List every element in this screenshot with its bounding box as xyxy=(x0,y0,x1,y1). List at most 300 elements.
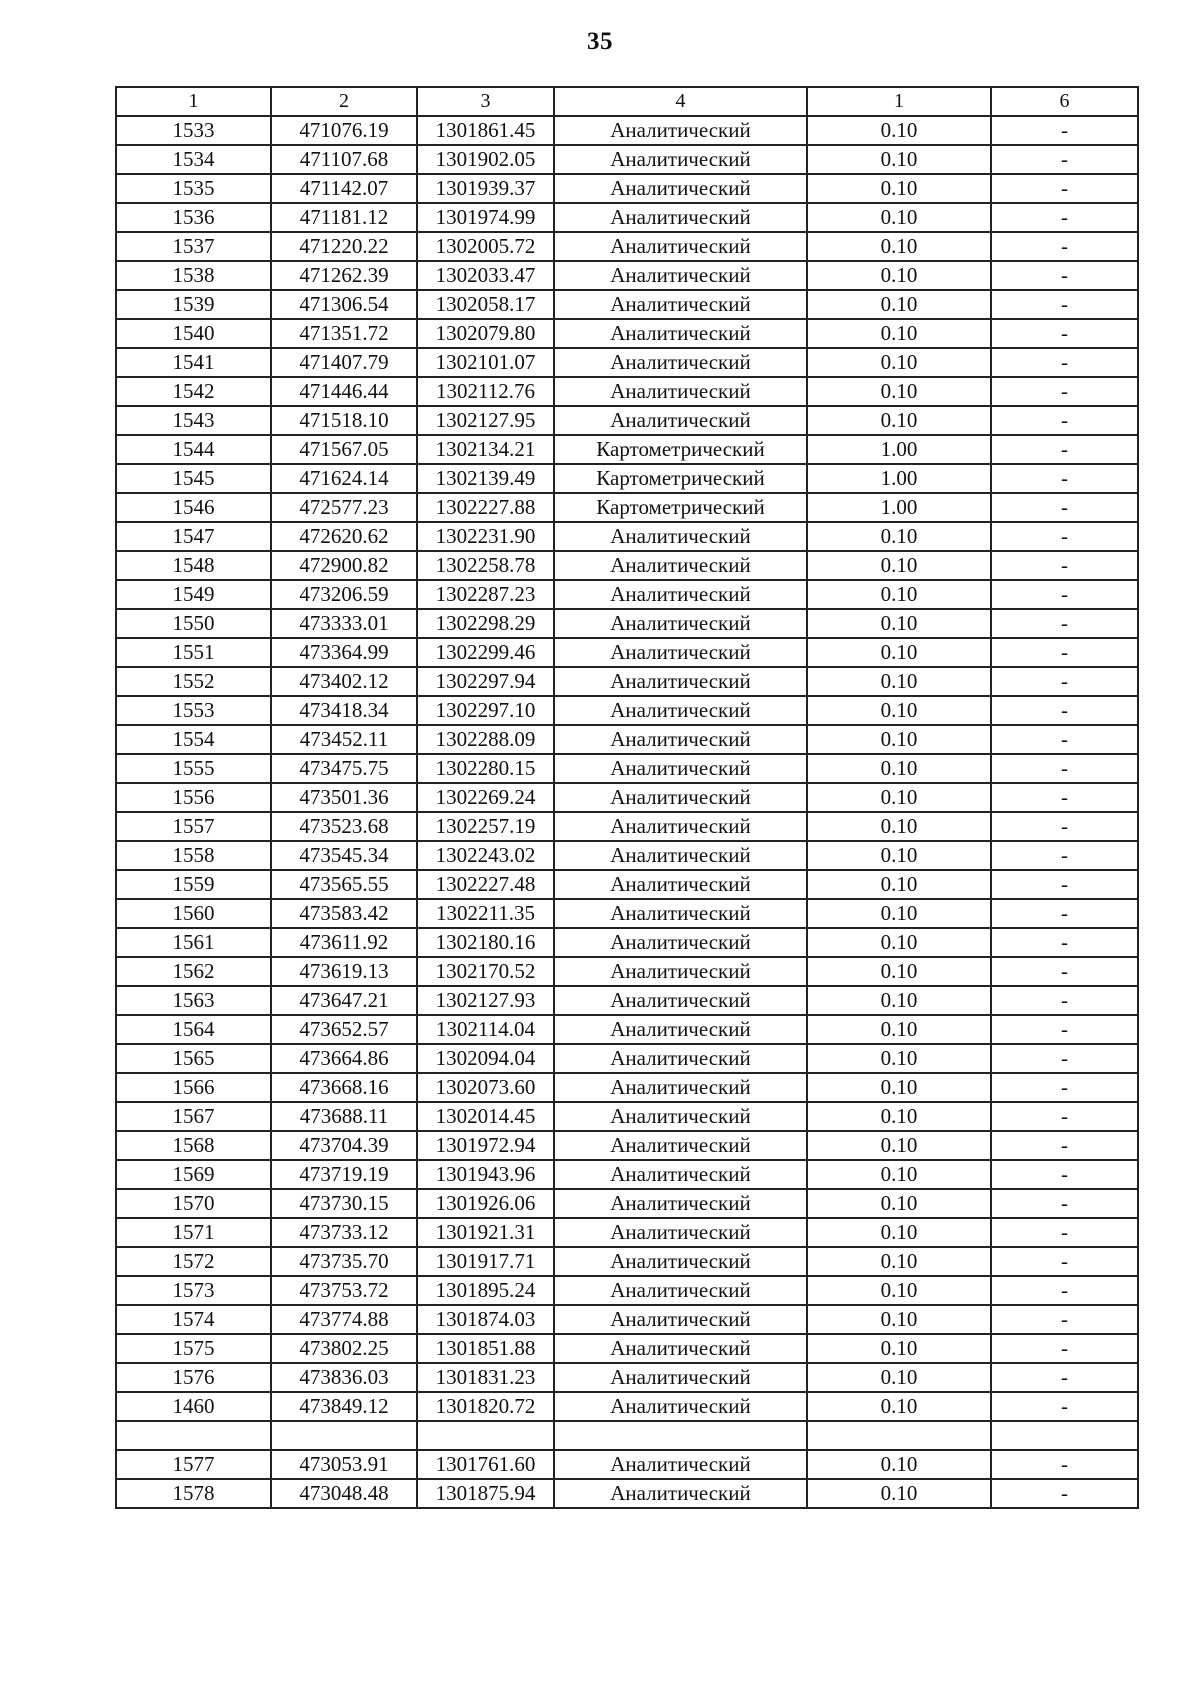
accuracy-cell: 0.10 xyxy=(807,841,991,870)
table-row xyxy=(116,667,1138,696)
point-number-cell: 1537 xyxy=(116,232,271,261)
accuracy-cell: 0.10 xyxy=(807,899,991,928)
accuracy-cell: 0.10 xyxy=(807,609,991,638)
method-cell: Аналитический xyxy=(554,290,807,319)
method-cell: Аналитический xyxy=(554,174,807,203)
table-row xyxy=(116,1073,1138,1102)
accuracy-cell: 0.10 xyxy=(807,1247,991,1276)
x-coordinate-cell: 473402.12 xyxy=(271,667,417,696)
point-number-cell: 1560 xyxy=(116,899,271,928)
y-coordinate-cell: 1301895.24 xyxy=(417,1276,554,1305)
x-coordinate-cell: 473583.42 xyxy=(271,899,417,928)
table-row xyxy=(116,1305,1138,1334)
point-number-cell: 1559 xyxy=(116,870,271,899)
x-coordinate-cell: 472620.62 xyxy=(271,522,417,551)
method-cell: Аналитический xyxy=(554,696,807,725)
x-coordinate-cell: 473565.55 xyxy=(271,870,417,899)
header-cell: 1 xyxy=(807,87,991,116)
note-cell: - xyxy=(991,1247,1138,1276)
accuracy-cell: 0.10 xyxy=(807,551,991,580)
table-row xyxy=(116,348,1138,377)
table-row xyxy=(116,464,1138,493)
point-number-cell: 1536 xyxy=(116,203,271,232)
y-coordinate-cell: 1302298.29 xyxy=(417,609,554,638)
table-row xyxy=(116,1363,1138,1392)
x-coordinate-cell: 473849.12 xyxy=(271,1392,417,1421)
x-coordinate-cell: 473735.70 xyxy=(271,1247,417,1276)
note-cell: - xyxy=(991,638,1138,667)
method-cell: Аналитический xyxy=(554,261,807,290)
point-number-cell: 1569 xyxy=(116,1160,271,1189)
accuracy-cell: 0.10 xyxy=(807,1102,991,1131)
accuracy-cell xyxy=(807,1421,991,1450)
table-body xyxy=(116,116,1138,1508)
table-row xyxy=(116,116,1138,145)
method-cell: Аналитический xyxy=(554,986,807,1015)
method-cell: Аналитический xyxy=(554,783,807,812)
accuracy-cell: 0.10 xyxy=(807,986,991,1015)
accuracy-cell: 0.10 xyxy=(807,1276,991,1305)
point-number-cell: 1562 xyxy=(116,957,271,986)
note-cell: - xyxy=(991,493,1138,522)
table-row xyxy=(116,1160,1138,1189)
accuracy-cell: 0.10 xyxy=(807,348,991,377)
method-cell: Аналитический xyxy=(554,1276,807,1305)
method-cell xyxy=(554,1421,807,1450)
table-row xyxy=(116,319,1138,348)
method-cell: Аналитический xyxy=(554,580,807,609)
y-coordinate-cell: 1301874.03 xyxy=(417,1305,554,1334)
method-cell: Аналитический xyxy=(554,667,807,696)
accuracy-cell: 0.10 xyxy=(807,580,991,609)
header-cell: 2 xyxy=(271,87,417,116)
table-row xyxy=(116,1131,1138,1160)
x-coordinate-cell: 473545.34 xyxy=(271,841,417,870)
table-row xyxy=(116,522,1138,551)
y-coordinate-cell: 1302112.76 xyxy=(417,377,554,406)
note-cell: - xyxy=(991,348,1138,377)
method-cell: Аналитический xyxy=(554,1479,807,1508)
table-row xyxy=(116,203,1138,232)
accuracy-cell: 0.10 xyxy=(807,1160,991,1189)
x-coordinate-cell: 471306.54 xyxy=(271,290,417,319)
x-coordinate-cell: 473668.16 xyxy=(271,1073,417,1102)
method-cell: Аналитический xyxy=(554,754,807,783)
method-cell: Аналитический xyxy=(554,1131,807,1160)
table-row xyxy=(116,232,1138,261)
y-coordinate-cell: 1302227.88 xyxy=(417,493,554,522)
table-row xyxy=(116,1189,1138,1218)
table-row xyxy=(116,1421,1138,1450)
x-coordinate-cell: 473652.57 xyxy=(271,1015,417,1044)
header-cell: 6 xyxy=(991,87,1138,116)
method-cell: Аналитический xyxy=(554,1247,807,1276)
note-cell: - xyxy=(991,1189,1138,1218)
accuracy-cell: 0.10 xyxy=(807,522,991,551)
point-number-cell: 1533 xyxy=(116,116,271,145)
y-coordinate-cell: 1302180.16 xyxy=(417,928,554,957)
x-coordinate-cell: 473452.11 xyxy=(271,725,417,754)
point-number-cell: 1552 xyxy=(116,667,271,696)
method-cell: Аналитический xyxy=(554,1015,807,1044)
x-coordinate-cell: 473418.34 xyxy=(271,696,417,725)
method-cell: Аналитический xyxy=(554,812,807,841)
y-coordinate-cell: 1301972.94 xyxy=(417,1131,554,1160)
note-cell: - xyxy=(991,986,1138,1015)
method-cell: Аналитический xyxy=(554,928,807,957)
accuracy-cell: 1.00 xyxy=(807,464,991,493)
point-number-cell: 1568 xyxy=(116,1131,271,1160)
table-row xyxy=(116,493,1138,522)
point-number-cell xyxy=(116,1421,271,1450)
table-row xyxy=(116,1015,1138,1044)
note-cell: - xyxy=(991,1392,1138,1421)
y-coordinate-cell: 1301921.31 xyxy=(417,1218,554,1247)
x-coordinate-cell: 473048.48 xyxy=(271,1479,417,1508)
method-cell: Аналитический xyxy=(554,1363,807,1392)
accuracy-cell: 0.10 xyxy=(807,754,991,783)
note-cell: - xyxy=(991,928,1138,957)
method-cell: Картометрический xyxy=(554,464,807,493)
y-coordinate-cell: 1302058.17 xyxy=(417,290,554,319)
table-row xyxy=(116,1334,1138,1363)
table-row xyxy=(116,435,1138,464)
method-cell: Аналитический xyxy=(554,348,807,377)
table-row xyxy=(116,754,1138,783)
note-cell: - xyxy=(991,232,1138,261)
y-coordinate-cell: 1301917.71 xyxy=(417,1247,554,1276)
point-number-cell: 1534 xyxy=(116,145,271,174)
point-number-cell: 1561 xyxy=(116,928,271,957)
x-coordinate-cell: 471220.22 xyxy=(271,232,417,261)
point-number-cell: 1548 xyxy=(116,551,271,580)
note-cell: - xyxy=(991,174,1138,203)
x-coordinate-cell xyxy=(271,1421,417,1450)
point-number-cell: 1551 xyxy=(116,638,271,667)
method-cell: Аналитический xyxy=(554,145,807,174)
x-coordinate-cell: 473704.39 xyxy=(271,1131,417,1160)
y-coordinate-cell: 1301943.96 xyxy=(417,1160,554,1189)
point-number-cell: 1553 xyxy=(116,696,271,725)
accuracy-cell: 0.10 xyxy=(807,319,991,348)
method-cell: Аналитический xyxy=(554,232,807,261)
note-cell: - xyxy=(991,1479,1138,1508)
table-row xyxy=(116,406,1138,435)
note-cell: - xyxy=(991,1015,1138,1044)
accuracy-cell: 0.10 xyxy=(807,290,991,319)
note-cell: - xyxy=(991,1334,1138,1363)
method-cell: Аналитический xyxy=(554,609,807,638)
x-coordinate-cell: 473611.92 xyxy=(271,928,417,957)
note-cell: - xyxy=(991,754,1138,783)
x-coordinate-cell: 473501.36 xyxy=(271,783,417,812)
table-row xyxy=(116,870,1138,899)
note-cell: - xyxy=(991,1218,1138,1247)
page-number: 35 xyxy=(587,28,613,55)
y-coordinate-cell: 1302127.93 xyxy=(417,986,554,1015)
x-coordinate-cell: 471407.79 xyxy=(271,348,417,377)
x-coordinate-cell: 471076.19 xyxy=(271,116,417,145)
y-coordinate-cell: 1302231.90 xyxy=(417,522,554,551)
y-coordinate-cell: 1302288.09 xyxy=(417,725,554,754)
y-coordinate-cell: 1302280.15 xyxy=(417,754,554,783)
method-cell: Аналитический xyxy=(554,899,807,928)
accuracy-cell: 0.10 xyxy=(807,1450,991,1479)
y-coordinate-cell: 1302134.21 xyxy=(417,435,554,464)
accuracy-cell: 0.10 xyxy=(807,1363,991,1392)
accuracy-cell: 0.10 xyxy=(807,928,991,957)
note-cell: - xyxy=(991,1160,1138,1189)
note-cell: - xyxy=(991,290,1138,319)
method-cell: Аналитический xyxy=(554,870,807,899)
accuracy-cell: 0.10 xyxy=(807,1218,991,1247)
note-cell: - xyxy=(991,145,1138,174)
x-coordinate-cell: 473664.86 xyxy=(271,1044,417,1073)
coordinates-table xyxy=(115,86,1139,1509)
table-row xyxy=(116,841,1138,870)
point-number-cell: 1573 xyxy=(116,1276,271,1305)
x-coordinate-cell: 473523.68 xyxy=(271,812,417,841)
point-number-cell: 1564 xyxy=(116,1015,271,1044)
x-coordinate-cell: 471262.39 xyxy=(271,261,417,290)
y-coordinate-cell xyxy=(417,1421,554,1450)
method-cell: Картометрический xyxy=(554,435,807,464)
point-number-cell: 1540 xyxy=(116,319,271,348)
table-row xyxy=(116,1247,1138,1276)
point-number-cell: 1576 xyxy=(116,1363,271,1392)
x-coordinate-cell: 473333.01 xyxy=(271,609,417,638)
y-coordinate-cell: 1302170.52 xyxy=(417,957,554,986)
y-coordinate-cell: 1302094.04 xyxy=(417,1044,554,1073)
accuracy-cell: 0.10 xyxy=(807,1479,991,1508)
table-row xyxy=(116,1479,1138,1508)
header-cell: 1 xyxy=(116,87,271,116)
y-coordinate-cell: 1302211.35 xyxy=(417,899,554,928)
x-coordinate-cell: 473688.11 xyxy=(271,1102,417,1131)
accuracy-cell: 0.10 xyxy=(807,1189,991,1218)
method-cell: Аналитический xyxy=(554,1334,807,1363)
method-cell: Аналитический xyxy=(554,116,807,145)
accuracy-cell: 0.10 xyxy=(807,783,991,812)
table-row xyxy=(116,812,1138,841)
note-cell: - xyxy=(991,1102,1138,1131)
x-coordinate-cell: 471624.14 xyxy=(271,464,417,493)
method-cell: Картометрический xyxy=(554,493,807,522)
note-cell: - xyxy=(991,435,1138,464)
y-coordinate-cell: 1301902.05 xyxy=(417,145,554,174)
note-cell: - xyxy=(991,696,1138,725)
x-coordinate-cell: 473719.19 xyxy=(271,1160,417,1189)
y-coordinate-cell: 1301974.99 xyxy=(417,203,554,232)
note-cell: - xyxy=(991,609,1138,638)
point-number-cell: 1575 xyxy=(116,1334,271,1363)
table-row xyxy=(116,145,1138,174)
x-coordinate-cell: 473647.21 xyxy=(271,986,417,1015)
note-cell: - xyxy=(991,580,1138,609)
accuracy-cell: 0.10 xyxy=(807,232,991,261)
point-number-cell: 1554 xyxy=(116,725,271,754)
note-cell: - xyxy=(991,261,1138,290)
table-row xyxy=(116,377,1138,406)
accuracy-cell: 0.10 xyxy=(807,870,991,899)
point-number-cell: 1578 xyxy=(116,1479,271,1508)
note-cell: - xyxy=(991,319,1138,348)
method-cell: Аналитический xyxy=(554,377,807,406)
note-cell: - xyxy=(991,377,1138,406)
y-coordinate-cell: 1302269.24 xyxy=(417,783,554,812)
accuracy-cell: 0.10 xyxy=(807,145,991,174)
table-row xyxy=(116,783,1138,812)
y-coordinate-cell: 1302299.46 xyxy=(417,638,554,667)
point-number-cell: 1563 xyxy=(116,986,271,1015)
table-row xyxy=(116,696,1138,725)
method-cell: Аналитический xyxy=(554,1044,807,1073)
point-number-cell: 1544 xyxy=(116,435,271,464)
y-coordinate-cell: 1301851.88 xyxy=(417,1334,554,1363)
y-coordinate-cell: 1301831.23 xyxy=(417,1363,554,1392)
table-row xyxy=(116,1276,1138,1305)
note-cell: - xyxy=(991,406,1138,435)
y-coordinate-cell: 1302227.48 xyxy=(417,870,554,899)
note-cell: - xyxy=(991,1363,1138,1392)
x-coordinate-cell: 471181.12 xyxy=(271,203,417,232)
x-coordinate-cell: 473364.99 xyxy=(271,638,417,667)
point-number-cell: 1558 xyxy=(116,841,271,870)
method-cell: Аналитический xyxy=(554,1160,807,1189)
table-row xyxy=(116,638,1138,667)
method-cell: Аналитический xyxy=(554,957,807,986)
note-cell: - xyxy=(991,870,1138,899)
method-cell: Аналитический xyxy=(554,725,807,754)
accuracy-cell: 0.10 xyxy=(807,1334,991,1363)
note-cell: - xyxy=(991,116,1138,145)
y-coordinate-cell: 1301926.06 xyxy=(417,1189,554,1218)
accuracy-cell: 0.10 xyxy=(807,406,991,435)
table-header xyxy=(116,87,1138,116)
note-cell: - xyxy=(991,1073,1138,1102)
note-cell: - xyxy=(991,203,1138,232)
x-coordinate-cell: 471446.44 xyxy=(271,377,417,406)
y-coordinate-cell: 1302297.10 xyxy=(417,696,554,725)
accuracy-cell: 0.10 xyxy=(807,174,991,203)
accuracy-cell: 0.10 xyxy=(807,1305,991,1334)
table-row xyxy=(116,1044,1138,1073)
x-coordinate-cell: 473206.59 xyxy=(271,580,417,609)
table-row xyxy=(116,174,1138,203)
method-cell: Аналитический xyxy=(554,551,807,580)
note-cell: - xyxy=(991,725,1138,754)
x-coordinate-cell: 472900.82 xyxy=(271,551,417,580)
note-cell: - xyxy=(991,667,1138,696)
x-coordinate-cell: 473053.91 xyxy=(271,1450,417,1479)
table-row xyxy=(116,928,1138,957)
method-cell: Аналитический xyxy=(554,522,807,551)
x-coordinate-cell: 473753.72 xyxy=(271,1276,417,1305)
y-coordinate-cell: 1302287.23 xyxy=(417,580,554,609)
point-number-cell: 1570 xyxy=(116,1189,271,1218)
x-coordinate-cell: 471142.07 xyxy=(271,174,417,203)
header-row xyxy=(116,87,1138,116)
table-row xyxy=(116,551,1138,580)
note-cell: - xyxy=(991,957,1138,986)
point-number-cell: 1566 xyxy=(116,1073,271,1102)
y-coordinate-cell: 1302073.60 xyxy=(417,1073,554,1102)
y-coordinate-cell: 1302101.07 xyxy=(417,348,554,377)
accuracy-cell: 0.10 xyxy=(807,203,991,232)
note-cell xyxy=(991,1421,1138,1450)
note-cell: - xyxy=(991,783,1138,812)
method-cell: Аналитический xyxy=(554,1073,807,1102)
accuracy-cell: 0.10 xyxy=(807,1073,991,1102)
table-row xyxy=(116,1218,1138,1247)
y-coordinate-cell: 1302127.95 xyxy=(417,406,554,435)
note-cell: - xyxy=(991,1131,1138,1160)
method-cell: Аналитический xyxy=(554,319,807,348)
x-coordinate-cell: 473733.12 xyxy=(271,1218,417,1247)
point-number-cell: 1556 xyxy=(116,783,271,812)
note-cell: - xyxy=(991,1044,1138,1073)
y-coordinate-cell: 1302114.04 xyxy=(417,1015,554,1044)
point-number-cell: 1538 xyxy=(116,261,271,290)
note-cell: - xyxy=(991,812,1138,841)
table-row xyxy=(116,725,1138,754)
note-cell: - xyxy=(991,1305,1138,1334)
y-coordinate-cell: 1301761.60 xyxy=(417,1450,554,1479)
method-cell: Аналитический xyxy=(554,203,807,232)
point-number-cell: 1567 xyxy=(116,1102,271,1131)
point-number-cell: 1535 xyxy=(116,174,271,203)
table-row xyxy=(116,290,1138,319)
table-row xyxy=(116,1392,1138,1421)
method-cell: Аналитический xyxy=(554,638,807,667)
table-row xyxy=(116,899,1138,928)
method-cell: Аналитический xyxy=(554,1102,807,1131)
x-coordinate-cell: 471518.10 xyxy=(271,406,417,435)
point-number-cell: 1547 xyxy=(116,522,271,551)
note-cell: - xyxy=(991,551,1138,580)
method-cell: Аналитический xyxy=(554,1392,807,1421)
point-number-cell: 1541 xyxy=(116,348,271,377)
x-coordinate-cell: 473836.03 xyxy=(271,1363,417,1392)
note-cell: - xyxy=(991,1450,1138,1479)
y-coordinate-cell: 1302079.80 xyxy=(417,319,554,348)
accuracy-cell: 0.10 xyxy=(807,1015,991,1044)
y-coordinate-cell: 1302014.45 xyxy=(417,1102,554,1131)
point-number-cell: 1577 xyxy=(116,1450,271,1479)
y-coordinate-cell: 1302139.49 xyxy=(417,464,554,493)
y-coordinate-cell: 1302258.78 xyxy=(417,551,554,580)
note-cell: - xyxy=(991,1276,1138,1305)
y-coordinate-cell: 1302243.02 xyxy=(417,841,554,870)
method-cell: Аналитический xyxy=(554,1450,807,1479)
header-cell: 3 xyxy=(417,87,554,116)
y-coordinate-cell: 1301861.45 xyxy=(417,116,554,145)
accuracy-cell: 0.10 xyxy=(807,957,991,986)
accuracy-cell: 0.10 xyxy=(807,812,991,841)
method-cell: Аналитический xyxy=(554,1189,807,1218)
table-row xyxy=(116,1102,1138,1131)
table-row xyxy=(116,986,1138,1015)
y-coordinate-cell: 1302033.47 xyxy=(417,261,554,290)
accuracy-cell: 0.10 xyxy=(807,696,991,725)
method-cell: Аналитический xyxy=(554,1305,807,1334)
point-number-cell: 1546 xyxy=(116,493,271,522)
point-number-cell: 1549 xyxy=(116,580,271,609)
accuracy-cell: 0.10 xyxy=(807,725,991,754)
point-number-cell: 1539 xyxy=(116,290,271,319)
x-coordinate-cell: 473475.75 xyxy=(271,754,417,783)
point-number-cell: 1557 xyxy=(116,812,271,841)
